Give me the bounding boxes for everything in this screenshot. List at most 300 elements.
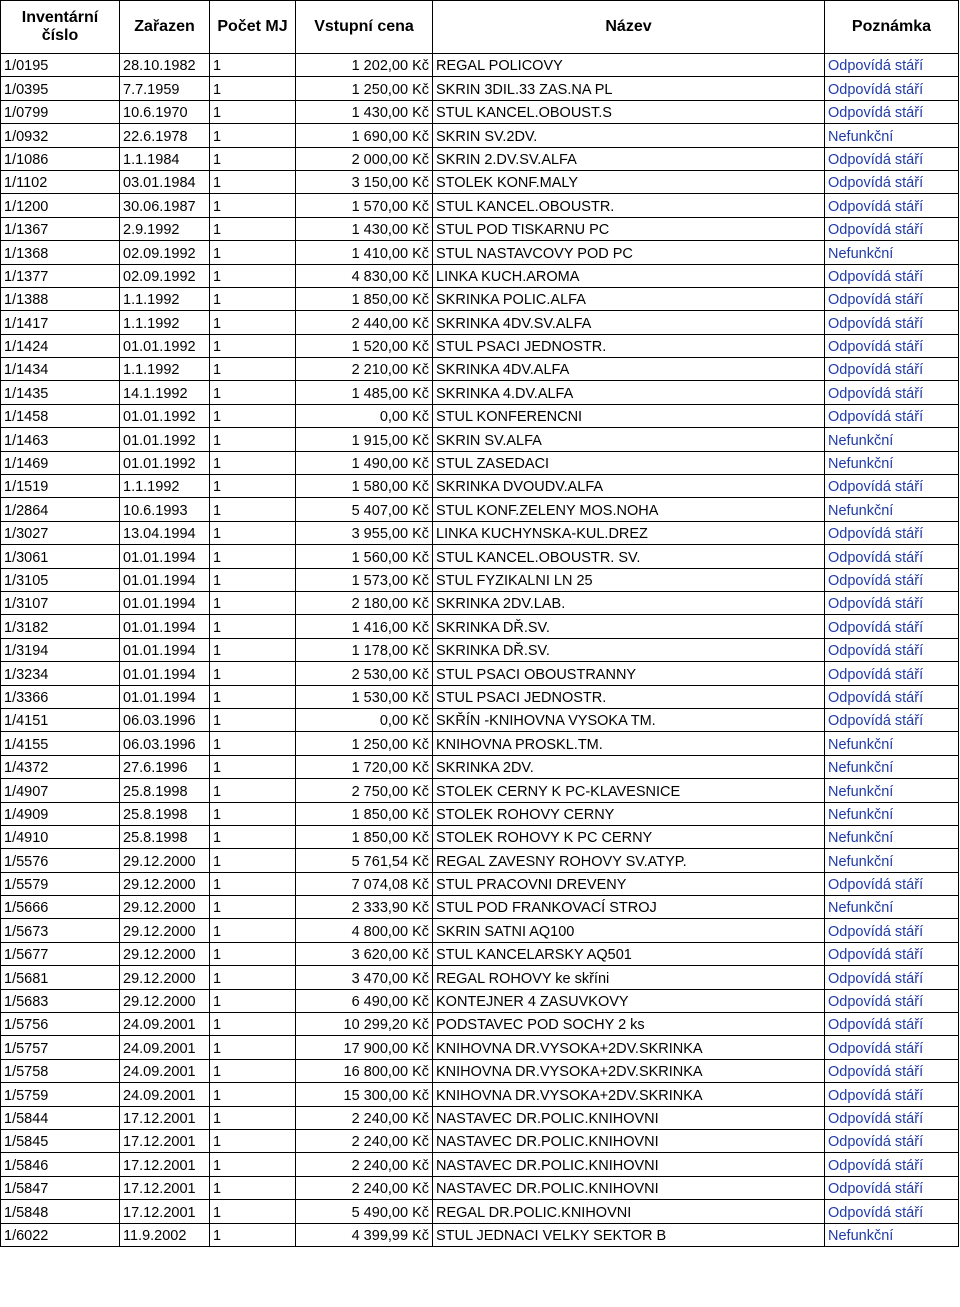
cell-item-name: REGAL ZAVESNY ROHOVY SV.ATYP.	[433, 849, 825, 872]
cell-classified-date: 24.09.2001	[120, 1013, 210, 1036]
table-row	[1, 147, 959, 170]
table-body	[1, 54, 959, 1247]
cell-unit-count: 1	[210, 217, 296, 240]
cell-note: Odpovídá stáří	[825, 334, 959, 357]
cell-note: Nefunkční	[825, 755, 959, 778]
cell-inventory-number: 1/5681	[1, 966, 120, 989]
cell-unit-count: 1	[210, 849, 296, 872]
cell-item-name: STUL PSACI JEDNOSTR.	[433, 334, 825, 357]
cell-entry-price: 2 440,00 Kč	[296, 311, 433, 334]
cell-classified-date: 28.10.1982	[120, 54, 210, 77]
table-row	[1, 498, 959, 521]
table-row	[1, 896, 959, 919]
cell-note: Nefunkční	[825, 825, 959, 848]
cell-unit-count: 1	[210, 1200, 296, 1223]
cell-note: Odpovídá stáří	[825, 100, 959, 123]
cell-item-name: STUL KANCEL.OBOUSTR. SV.	[433, 545, 825, 568]
cell-note: Odpovídá stáří	[825, 545, 959, 568]
cell-unit-count: 1	[210, 287, 296, 310]
table-row	[1, 1036, 959, 1059]
cell-unit-count: 1	[210, 662, 296, 685]
cell-inventory-number: 1/1377	[1, 264, 120, 287]
cell-item-name: NASTAVEC DR.POLIC.KNIHOVNI	[433, 1153, 825, 1176]
cell-entry-price: 1 485,00 Kč	[296, 381, 433, 404]
cell-unit-count: 1	[210, 54, 296, 77]
cell-inventory-number: 1/1469	[1, 451, 120, 474]
cell-note: Odpovídá stáří	[825, 708, 959, 731]
cell-item-name: SKRINKA 4DV.ALFA	[433, 358, 825, 381]
cell-item-name: STUL POD TISKARNU PC	[433, 217, 825, 240]
cell-entry-price: 6 490,00 Kč	[296, 989, 433, 1012]
table-row	[1, 428, 959, 451]
cell-classified-date: 17.12.2001	[120, 1129, 210, 1152]
cell-unit-count: 1	[210, 311, 296, 334]
cell-classified-date: 22.6.1978	[120, 124, 210, 147]
table-row	[1, 170, 959, 193]
table-row	[1, 264, 959, 287]
table-row	[1, 872, 959, 895]
table-row	[1, 100, 959, 123]
cell-item-name: NASTAVEC DR.POLIC.KNIHOVNI	[433, 1129, 825, 1152]
cell-classified-date: 01.01.1992	[120, 451, 210, 474]
cell-note: Odpovídá stáří	[825, 1106, 959, 1129]
cell-unit-count: 1	[210, 1059, 296, 1082]
cell-inventory-number: 1/1388	[1, 287, 120, 310]
cell-unit-count: 1	[210, 170, 296, 193]
cell-inventory-number: 1/5848	[1, 1200, 120, 1223]
cell-item-name: STUL PRACOVNI DREVENY	[433, 872, 825, 895]
cell-item-name: STUL FYZIKALNI LN 25	[433, 568, 825, 591]
cell-note: Odpovídá stáří	[825, 217, 959, 240]
table-row	[1, 521, 959, 544]
cell-item-name: REGAL DR.POLIC.KNIHOVNI	[433, 1200, 825, 1223]
cell-item-name: SKRINKA 2DV.LAB.	[433, 591, 825, 614]
cell-unit-count: 1	[210, 451, 296, 474]
cell-classified-date: 29.12.2000	[120, 849, 210, 872]
cell-unit-count: 1	[210, 568, 296, 591]
cell-classified-date: 01.01.1992	[120, 334, 210, 357]
cell-note: Odpovídá stáří	[825, 615, 959, 638]
cell-note: Odpovídá stáří	[825, 942, 959, 965]
cell-classified-date: 29.12.2000	[120, 942, 210, 965]
table-row	[1, 1083, 959, 1106]
table-row	[1, 732, 959, 755]
cell-classified-date: 1.1.1984	[120, 147, 210, 170]
table-row	[1, 287, 959, 310]
cell-unit-count: 1	[210, 521, 296, 544]
cell-item-name: STOLEK ROHOVY CERNY	[433, 802, 825, 825]
table-row	[1, 591, 959, 614]
table-row	[1, 475, 959, 498]
cell-classified-date: 25.8.1998	[120, 825, 210, 848]
cell-item-name: SKRIN 3DIL.33 ZAS.NA PL	[433, 77, 825, 100]
cell-note: Odpovídá stáří	[825, 521, 959, 544]
table-row	[1, 779, 959, 802]
cell-entry-price: 2 530,00 Kč	[296, 662, 433, 685]
table-row	[1, 755, 959, 778]
cell-note: Odpovídá stáří	[825, 568, 959, 591]
cell-entry-price: 1 430,00 Kč	[296, 100, 433, 123]
cell-note: Odpovídá stáří	[825, 404, 959, 427]
cell-classified-date: 02.09.1992	[120, 241, 210, 264]
cell-item-name: SKRIN SATNI AQ100	[433, 919, 825, 942]
cell-entry-price: 3 955,00 Kč	[296, 521, 433, 544]
cell-unit-count: 1	[210, 545, 296, 568]
table-row	[1, 919, 959, 942]
table-row	[1, 685, 959, 708]
cell-item-name: SKRINKA DVOUDV.ALFA	[433, 475, 825, 498]
header-classified-date: Zařazen	[120, 1, 210, 54]
cell-classified-date: 03.01.1984	[120, 170, 210, 193]
cell-note: Odpovídá stáří	[825, 77, 959, 100]
cell-inventory-number: 1/5847	[1, 1176, 120, 1199]
cell-inventory-number: 1/1424	[1, 334, 120, 357]
cell-classified-date: 29.12.2000	[120, 966, 210, 989]
cell-entry-price: 1 410,00 Kč	[296, 241, 433, 264]
cell-inventory-number: 1/5846	[1, 1153, 120, 1176]
cell-note: Odpovídá stáří	[825, 591, 959, 614]
cell-unit-count: 1	[210, 919, 296, 942]
cell-entry-price: 0,00 Kč	[296, 404, 433, 427]
cell-note: Odpovídá stáří	[825, 1013, 959, 1036]
cell-inventory-number: 1/0195	[1, 54, 120, 77]
cell-entry-price: 2 240,00 Kč	[296, 1153, 433, 1176]
table-row	[1, 942, 959, 965]
cell-entry-price: 1 416,00 Kč	[296, 615, 433, 638]
cell-note: Nefunkční	[825, 241, 959, 264]
table-row	[1, 334, 959, 357]
cell-item-name: STUL JEDNACI VELKY SEKTOR B	[433, 1223, 825, 1246]
cell-classified-date: 29.12.2000	[120, 919, 210, 942]
cell-unit-count: 1	[210, 1223, 296, 1246]
cell-item-name: REGAL ROHOVY ke skříni	[433, 966, 825, 989]
table-row	[1, 1106, 959, 1129]
cell-note: Odpovídá stáří	[825, 194, 959, 217]
cell-classified-date: 29.12.2000	[120, 989, 210, 1012]
cell-unit-count: 1	[210, 264, 296, 287]
cell-item-name: KNIHOVNA DR.VYSOKA+2DV.SKRINKA	[433, 1036, 825, 1059]
cell-item-name: NASTAVEC DR.POLIC.KNIHOVNI	[433, 1176, 825, 1199]
table-row	[1, 638, 959, 661]
cell-item-name: STUL ZASEDACI	[433, 451, 825, 474]
cell-item-name: SKRINKA 4.DV.ALFA	[433, 381, 825, 404]
cell-entry-price: 2 240,00 Kč	[296, 1106, 433, 1129]
cell-entry-price: 2 333,90 Kč	[296, 896, 433, 919]
cell-note: Odpovídá stáří	[825, 872, 959, 895]
cell-item-name: KONTEJNER 4 ZASUVKOVY	[433, 989, 825, 1012]
cell-inventory-number: 1/3194	[1, 638, 120, 661]
cell-inventory-number: 1/2864	[1, 498, 120, 521]
cell-classified-date: 06.03.1996	[120, 732, 210, 755]
cell-unit-count: 1	[210, 989, 296, 1012]
cell-inventory-number: 1/5756	[1, 1013, 120, 1036]
cell-inventory-number: 1/4909	[1, 802, 120, 825]
cell-classified-date: 24.09.2001	[120, 1083, 210, 1106]
cell-entry-price: 1 915,00 Kč	[296, 428, 433, 451]
cell-note: Odpovídá stáří	[825, 1036, 959, 1059]
cell-inventory-number: 1/6022	[1, 1223, 120, 1246]
cell-unit-count: 1	[210, 638, 296, 661]
cell-classified-date: 2.9.1992	[120, 217, 210, 240]
cell-item-name: STUL POD FRANKOVACÍ STROJ	[433, 896, 825, 919]
cell-item-name: PODSTAVEC POD SOCHY 2 ks	[433, 1013, 825, 1036]
cell-item-name: STUL PSACI JEDNOSTR.	[433, 685, 825, 708]
cell-item-name: STUL KONF.ZELENY MOS.NOHA	[433, 498, 825, 521]
cell-inventory-number: 1/0932	[1, 124, 120, 147]
cell-entry-price: 4 800,00 Kč	[296, 919, 433, 942]
cell-item-name: STUL KANCELARSKY AQ501	[433, 942, 825, 965]
cell-classified-date: 29.12.2000	[120, 872, 210, 895]
cell-inventory-number: 1/3027	[1, 521, 120, 544]
cell-classified-date: 1.1.1992	[120, 475, 210, 498]
cell-inventory-number: 1/5845	[1, 1129, 120, 1152]
cell-item-name: SKRINKA 4DV.SV.ALFA	[433, 311, 825, 334]
cell-entry-price: 5 761,54 Kč	[296, 849, 433, 872]
cell-classified-date: 10.6.1993	[120, 498, 210, 521]
cell-inventory-number: 1/1102	[1, 170, 120, 193]
table-row	[1, 1129, 959, 1152]
cell-inventory-number: 1/3061	[1, 545, 120, 568]
cell-classified-date: 7.7.1959	[120, 77, 210, 100]
cell-classified-date: 17.12.2001	[120, 1106, 210, 1129]
cell-unit-count: 1	[210, 428, 296, 451]
header-inventory-number: Inventární číslo	[1, 1, 120, 54]
header-item-name: Název	[433, 1, 825, 54]
cell-unit-count: 1	[210, 1153, 296, 1176]
table-row	[1, 662, 959, 685]
cell-classified-date: 24.09.2001	[120, 1036, 210, 1059]
cell-inventory-number: 1/4155	[1, 732, 120, 755]
cell-classified-date: 13.04.1994	[120, 521, 210, 544]
cell-inventory-number: 1/3366	[1, 685, 120, 708]
cell-entry-price: 1 573,00 Kč	[296, 568, 433, 591]
table-row	[1, 311, 959, 334]
cell-entry-price: 5 490,00 Kč	[296, 1200, 433, 1223]
cell-note: Odpovídá stáří	[825, 1059, 959, 1082]
cell-unit-count: 1	[210, 942, 296, 965]
cell-entry-price: 1 690,00 Kč	[296, 124, 433, 147]
cell-inventory-number: 1/1367	[1, 217, 120, 240]
table-row	[1, 802, 959, 825]
cell-note: Odpovídá stáří	[825, 287, 959, 310]
cell-entry-price: 1 520,00 Kč	[296, 334, 433, 357]
cell-classified-date: 01.01.1994	[120, 662, 210, 685]
table-row	[1, 989, 959, 1012]
cell-classified-date: 17.12.2001	[120, 1153, 210, 1176]
cell-item-name: STUL KANCEL.OBOUSTR.	[433, 194, 825, 217]
cell-unit-count: 1	[210, 1106, 296, 1129]
table-row	[1, 77, 959, 100]
cell-note: Odpovídá stáří	[825, 264, 959, 287]
table-row	[1, 849, 959, 872]
cell-inventory-number: 1/1368	[1, 241, 120, 264]
cell-inventory-number: 1/5844	[1, 1106, 120, 1129]
cell-entry-price: 1 250,00 Kč	[296, 732, 433, 755]
cell-note: Odpovídá stáří	[825, 54, 959, 77]
table-row	[1, 194, 959, 217]
cell-unit-count: 1	[210, 872, 296, 895]
cell-unit-count: 1	[210, 732, 296, 755]
cell-classified-date: 1.1.1992	[120, 311, 210, 334]
cell-item-name: LINKA KUCHYNSKA-KUL.DREZ	[433, 521, 825, 544]
cell-note: Odpovídá stáří	[825, 638, 959, 661]
cell-inventory-number: 1/5758	[1, 1059, 120, 1082]
cell-entry-price: 16 800,00 Kč	[296, 1059, 433, 1082]
cell-note: Nefunkční	[825, 428, 959, 451]
cell-note: Odpovídá stáří	[825, 311, 959, 334]
cell-item-name: KNIHOVNA DR.VYSOKA+2DV.SKRINKA	[433, 1083, 825, 1106]
cell-note: Odpovídá stáří	[825, 170, 959, 193]
header-unit-count: Počet MJ	[210, 1, 296, 54]
cell-inventory-number: 1/5666	[1, 896, 120, 919]
cell-item-name: SKRINKA POLIC.ALFA	[433, 287, 825, 310]
cell-unit-count: 1	[210, 1083, 296, 1106]
table-row	[1, 241, 959, 264]
cell-unit-count: 1	[210, 358, 296, 381]
cell-item-name: STOLEK ROHOVY K PC CERNY	[433, 825, 825, 848]
cell-entry-price: 2 000,00 Kč	[296, 147, 433, 170]
cell-item-name: STUL KANCEL.OBOUST.S	[433, 100, 825, 123]
cell-inventory-number: 1/1463	[1, 428, 120, 451]
cell-unit-count: 1	[210, 591, 296, 614]
cell-item-name: STOLEK KONF.MALY	[433, 170, 825, 193]
cell-inventory-number: 1/5757	[1, 1036, 120, 1059]
cell-entry-price: 2 240,00 Kč	[296, 1176, 433, 1199]
cell-unit-count: 1	[210, 124, 296, 147]
cell-entry-price: 10 299,20 Kč	[296, 1013, 433, 1036]
cell-entry-price: 3 470,00 Kč	[296, 966, 433, 989]
cell-inventory-number: 1/3182	[1, 615, 120, 638]
cell-entry-price: 4 830,00 Kč	[296, 264, 433, 287]
table-row	[1, 381, 959, 404]
cell-entry-price: 2 210,00 Kč	[296, 358, 433, 381]
cell-unit-count: 1	[210, 1013, 296, 1036]
cell-entry-price: 17 900,00 Kč	[296, 1036, 433, 1059]
cell-classified-date: 17.12.2001	[120, 1176, 210, 1199]
cell-note: Odpovídá stáří	[825, 966, 959, 989]
cell-classified-date: 11.9.2002	[120, 1223, 210, 1246]
cell-note: Nefunkční	[825, 732, 959, 755]
cell-inventory-number: 1/5759	[1, 1083, 120, 1106]
cell-unit-count: 1	[210, 475, 296, 498]
cell-classified-date: 01.01.1994	[120, 685, 210, 708]
cell-entry-price: 2 240,00 Kč	[296, 1129, 433, 1152]
cell-unit-count: 1	[210, 1036, 296, 1059]
cell-inventory-number: 1/1458	[1, 404, 120, 427]
table-row	[1, 54, 959, 77]
cell-note: Odpovídá stáří	[825, 685, 959, 708]
cell-inventory-number: 1/0395	[1, 77, 120, 100]
table-row	[1, 404, 959, 427]
cell-note: Odpovídá stáří	[825, 475, 959, 498]
cell-classified-date: 25.8.1998	[120, 779, 210, 802]
cell-note: Odpovídá stáří	[825, 989, 959, 1012]
table-row	[1, 358, 959, 381]
cell-entry-price: 1 178,00 Kč	[296, 638, 433, 661]
cell-classified-date: 24.09.2001	[120, 1059, 210, 1082]
cell-entry-price: 2 750,00 Kč	[296, 779, 433, 802]
header-note: Poznámka	[825, 1, 959, 54]
cell-unit-count: 1	[210, 147, 296, 170]
cell-inventory-number: 1/4910	[1, 825, 120, 848]
cell-inventory-number: 1/1435	[1, 381, 120, 404]
cell-unit-count: 1	[210, 802, 296, 825]
cell-note: Nefunkční	[825, 1223, 959, 1246]
cell-unit-count: 1	[210, 334, 296, 357]
cell-unit-count: 1	[210, 381, 296, 404]
cell-classified-date: 30.06.1987	[120, 194, 210, 217]
table-row	[1, 217, 959, 240]
table-row	[1, 1059, 959, 1082]
cell-unit-count: 1	[210, 77, 296, 100]
cell-unit-count: 1	[210, 1129, 296, 1152]
cell-classified-date: 01.01.1994	[120, 591, 210, 614]
cell-unit-count: 1	[210, 194, 296, 217]
cell-classified-date: 01.01.1992	[120, 428, 210, 451]
cell-inventory-number: 1/5673	[1, 919, 120, 942]
cell-note: Odpovídá stáří	[825, 1200, 959, 1223]
header-row	[1, 1, 959, 54]
cell-inventory-number: 1/5576	[1, 849, 120, 872]
cell-item-name: STOLEK CERNY K PC-KLAVESNICE	[433, 779, 825, 802]
table-row	[1, 1153, 959, 1176]
cell-item-name: KNIHOVNA PROSKL.TM.	[433, 732, 825, 755]
cell-note: Nefunkční	[825, 802, 959, 825]
cell-item-name: STUL NASTAVCOVY POD PC	[433, 241, 825, 264]
cell-classified-date: 10.6.1970	[120, 100, 210, 123]
cell-unit-count: 1	[210, 779, 296, 802]
table-row	[1, 1200, 959, 1223]
table-row	[1, 1013, 959, 1036]
cell-entry-price: 1 570,00 Kč	[296, 194, 433, 217]
cell-classified-date: 01.01.1994	[120, 615, 210, 638]
table-row	[1, 1223, 959, 1246]
cell-note: Odpovídá stáří	[825, 1176, 959, 1199]
table-header	[1, 1, 959, 54]
cell-unit-count: 1	[210, 404, 296, 427]
table-row	[1, 545, 959, 568]
cell-entry-price: 1 850,00 Kč	[296, 825, 433, 848]
cell-entry-price: 15 300,00 Kč	[296, 1083, 433, 1106]
cell-note: Nefunkční	[825, 498, 959, 521]
table-row	[1, 568, 959, 591]
cell-note: Nefunkční	[825, 779, 959, 802]
cell-note: Nefunkční	[825, 849, 959, 872]
cell-entry-price: 1 580,00 Kč	[296, 475, 433, 498]
cell-entry-price: 4 399,99 Kč	[296, 1223, 433, 1246]
cell-item-name: STUL KONFERENCNI	[433, 404, 825, 427]
cell-note: Odpovídá stáří	[825, 919, 959, 942]
table-row	[1, 1176, 959, 1199]
cell-entry-price: 1 850,00 Kč	[296, 287, 433, 310]
cell-note: Odpovídá stáří	[825, 1153, 959, 1176]
cell-entry-price: 3 620,00 Kč	[296, 942, 433, 965]
cell-classified-date: 06.03.1996	[120, 708, 210, 731]
table-row	[1, 708, 959, 731]
cell-entry-price: 1 202,00 Kč	[296, 54, 433, 77]
cell-inventory-number: 1/3234	[1, 662, 120, 685]
cell-classified-date: 01.01.1992	[120, 404, 210, 427]
header-entry-price: Vstupní cena	[296, 1, 433, 54]
cell-unit-count: 1	[210, 708, 296, 731]
cell-unit-count: 1	[210, 896, 296, 919]
cell-entry-price: 5 407,00 Kč	[296, 498, 433, 521]
cell-classified-date: 27.6.1996	[120, 755, 210, 778]
cell-unit-count: 1	[210, 615, 296, 638]
cell-classified-date: 17.12.2001	[120, 1200, 210, 1223]
cell-inventory-number: 1/1200	[1, 194, 120, 217]
cell-item-name: LINKA KUCH.AROMA	[433, 264, 825, 287]
